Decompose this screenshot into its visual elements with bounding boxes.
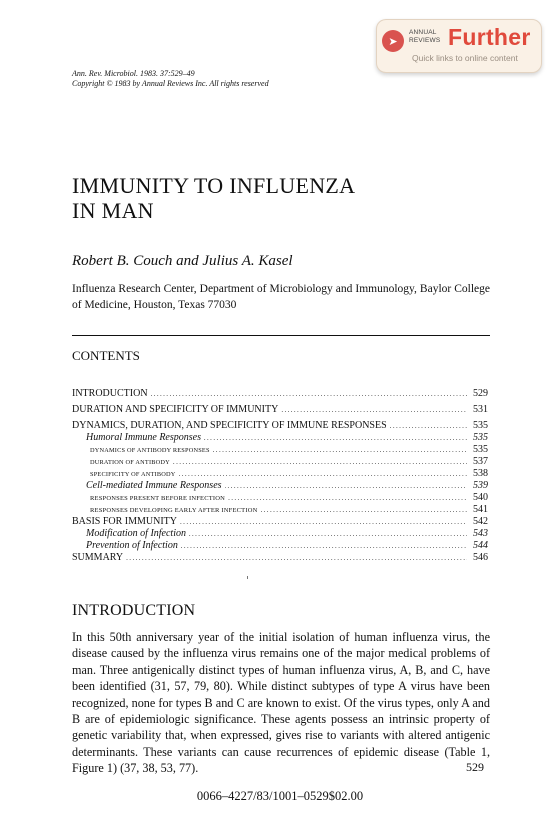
badge-publisher-line1: ANNUAL <box>409 29 437 36</box>
toc-entry-page: 538 <box>473 468 488 479</box>
toc-entry[interactable] <box>72 420 488 432</box>
toc-entry[interactable] <box>72 388 488 400</box>
article-title-line1: IMMUNITY TO INFLUENZA <box>72 173 356 198</box>
toc-entry-label: Prevention of Infection <box>86 540 178 551</box>
toc-entry-label: DYNAMICS, DURATION, AND SPECIFICITY OF IMMUNE RESPONSES <box>72 420 387 431</box>
contents-heading: CONTENTS <box>72 348 140 363</box>
toc-leader-dots <box>181 540 467 552</box>
toc-entry[interactable] <box>72 456 488 468</box>
arrow-right-icon: ➤ <box>382 30 404 52</box>
author-affiliation: Influenza Research Center, Department of Microbiology and Immunology, Baylor College of Medicine, Houston, Texas 77030 <box>72 283 490 311</box>
toc-entry-label: DYNAMICS OF ANTIBODY RESPONSES <box>90 447 210 454</box>
toc-entry-page: 535 <box>473 420 488 431</box>
toc-entry[interactable] <box>72 492 488 504</box>
toc-leader-dots <box>173 456 467 468</box>
toc-entry-label: RESPONSES DEVELOPING EARLY AFTER INFECTION <box>90 507 258 514</box>
toc-entry-page: 540 <box>473 492 488 503</box>
toc-entry-page: 539 <box>473 480 488 491</box>
toc-entry[interactable] <box>72 432 488 444</box>
toc-entry[interactable] <box>72 480 488 492</box>
toc-entry[interactable] <box>72 468 488 480</box>
page-number: 529 <box>466 760 484 774</box>
toc-entry-page: 535 <box>473 444 488 455</box>
toc-leader-dots <box>204 432 467 444</box>
toc-entry-label: RESPONSES PRESENT BEFORE INFECTION <box>90 495 226 502</box>
toc-entry-page: 541 <box>473 504 488 515</box>
toc-entry-label: BASIS FOR IMMUNITY <box>72 516 178 527</box>
toc-entry-page: 544 <box>473 540 488 551</box>
author-names: Robert B. Couch and Julius A. Kasel <box>72 253 293 269</box>
toc-entry[interactable] <box>72 528 488 540</box>
toc-entry-label: Humoral Immune Responses <box>86 432 201 443</box>
toc-leader-dots <box>390 420 467 432</box>
toc-entry[interactable] <box>72 504 488 516</box>
section-divider <box>72 335 490 336</box>
article-title <box>72 173 355 223</box>
toc-entry-page: 542 <box>473 516 488 527</box>
journal-citation: Ann. Rev. Microbiol. 1983. 37:529–49 <box>72 69 195 78</box>
toc-entry-label: SUMMARY <box>72 552 124 563</box>
article-title-line2: IN MAN <box>72 198 154 223</box>
toc-entry-label: DURATION OF ANTIBODY <box>90 459 170 466</box>
badge-further-label: Further <box>448 24 531 50</box>
toc-entry[interactable] <box>72 404 488 416</box>
toc-entry[interactable] <box>72 516 488 528</box>
toc-leader-dots <box>281 404 467 416</box>
toc-leader-dots <box>151 388 467 400</box>
toc-entry-page: 535 <box>473 432 488 443</box>
toc-entry-page: 529 <box>473 388 488 399</box>
toc-leader-dots <box>213 444 467 456</box>
table-of-contents <box>72 388 488 564</box>
print-speck <box>247 576 248 579</box>
toc-leader-dots <box>126 552 467 564</box>
section-heading: INTRODUCTION <box>72 602 196 619</box>
annual-reviews-further-badge[interactable] <box>376 19 542 73</box>
toc-entry-label: DURATION AND SPECIFICITY OF IMMUNITY <box>72 404 279 415</box>
toc-leader-dots <box>189 528 467 540</box>
toc-leader-dots <box>261 504 468 516</box>
toc-leader-dots <box>225 480 467 492</box>
toc-entry-label: Modification of Infection <box>86 528 186 539</box>
toc-entry-label: SPECIFICITY OF ANTIBODY <box>90 471 176 478</box>
toc-entry-page: 531 <box>473 404 488 415</box>
body-paragraph: In this 50th anniversary year of the initial isolation of human influenza virus, the disease caused by the influenza virus remains one of the major medical problems of man. Three antigenically distinct types of human influenza virus, A, B, and C, have been identified (31, 57, 79, 80). While distinct subtypes of type A virus have been recognized, none for types B and C are known to exist. Of the virus types, only A and B are of epidemiologic significance. These agents possess an intrinsic property of genetic variability that, when expressed, gives rise to variants with altered antigenic determinants. These variants can cause recurrences of epidemic disease (Table 1, Figure 1) (37, 38, 53, 77). <box>72 630 490 776</box>
toc-entry[interactable] <box>72 540 488 552</box>
badge-subtitle: Quick links to online content <box>412 53 518 63</box>
badge-publisher-label <box>409 29 443 45</box>
toc-entry-label: Cell-mediated Immune Responses <box>86 480 222 491</box>
toc-leader-dots <box>180 516 467 528</box>
badge-publisher-line2: REVIEWS <box>409 37 441 44</box>
toc-entry[interactable] <box>72 552 488 564</box>
toc-entry-page: 546 <box>473 552 488 563</box>
toc-leader-dots <box>228 492 467 504</box>
toc-leader-dots <box>179 468 467 480</box>
toc-entry-page: 537 <box>473 456 488 467</box>
copyright-line: Copyright © 1983 by Annual Reviews Inc. All rights reserved <box>72 79 269 88</box>
footer-code: 0066–4227/83/1001–0529$02.00 <box>196 789 364 803</box>
toc-entry-label: INTRODUCTION <box>72 388 148 399</box>
journal-header <box>72 69 269 89</box>
toc-entry-page: 543 <box>473 528 488 539</box>
toc-entry[interactable] <box>72 444 488 456</box>
